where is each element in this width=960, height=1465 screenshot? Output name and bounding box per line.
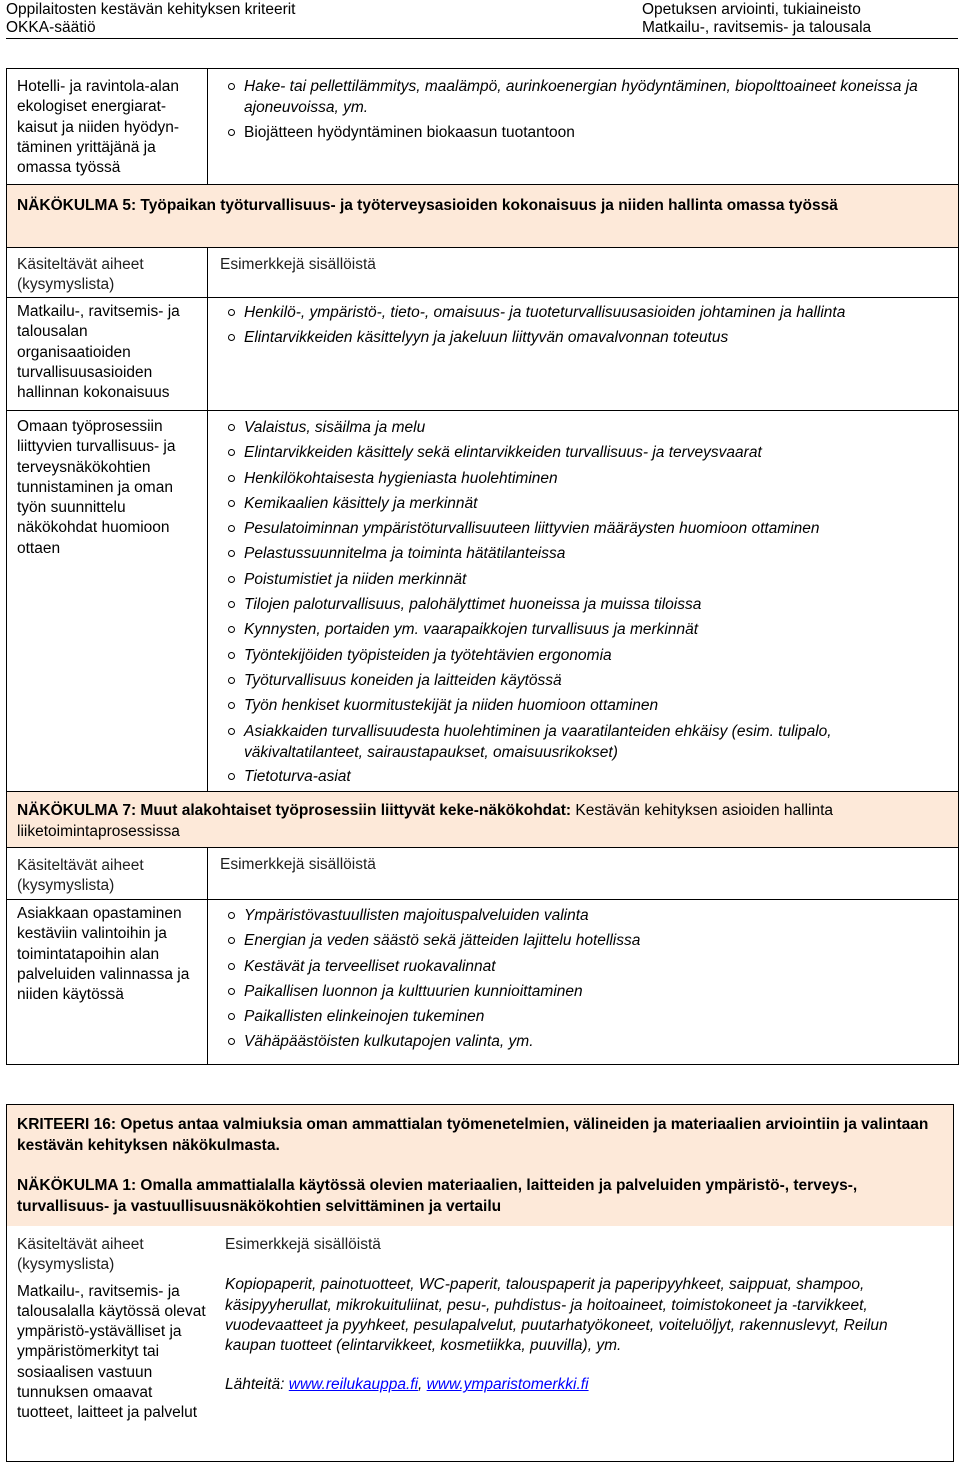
list-item: Vähäpäästöisten kulkutapojen valinta, ym. — [220, 1031, 946, 1052]
n5-col-left: Käsiteltävät aiheet (kysymyslista) — [17, 256, 144, 294]
k16-title: KRITEERI 16: Opetus antaa valmiuksia oman ammattialan työmenetelmien, välineiden ja materiaalien arviointiin ja valintaan kestävän kehityksen näkökulmasta. — [17, 1116, 929, 1154]
list-item: Henkilökohtaisesta hygieniasta huolehtiminen — [220, 468, 946, 489]
list-item: Paikallisen luonnon ja kulttuurien kunnioittaminen — [220, 981, 946, 1002]
list-item: Kynnysten, portaiden ym. vaarapaikkojen turvallisuus ja merkinnät — [220, 619, 946, 640]
list-item: Kemikaalien käsittely ja merkinnät — [220, 493, 946, 514]
header-title: Oppilaitosten kestävän kehityksen kriteerit — [6, 1, 296, 18]
list-item: Henkilö-, ympäristö-, tieto-, omaisuus- ja tuoteturvallisuusasioiden johtaminen ja hallinta — [220, 302, 946, 323]
list-item: Energian ja veden säästö sekä jätteiden lajittelu hotellissa — [220, 930, 946, 951]
k16-n1-title: NÄKÖKULMA 1: Omalla ammattialalla käytössä olevien materiaalien, laitteiden ja palveluiden ympäristö-, terveys-, turvallisuus- ja vastuullisuusnäkökohtien selvittäminen ja vertailu — [17, 1177, 858, 1215]
n5-list1 — [220, 302, 946, 348]
header-field: Matkailu-, ravitsemis- ja talousala — [642, 19, 872, 36]
page-header — [0, 0, 960, 36]
k16-col-left: Käsiteltävät aiheet (kysymyslista) — [17, 1236, 144, 1274]
reilukauppa-link[interactable]: www.reilukauppa.fi — [288, 1376, 419, 1394]
list-item: Valaistus, sisäilma ja melu — [220, 417, 946, 438]
n7-col-right: Esimerkkejä sisällöistä — [220, 856, 376, 873]
k16-col-right: Esimerkkejä sisällöistä — [225, 1236, 381, 1253]
list-item: Biojätteen hyödyntäminen biokaasun tuotantoon — [220, 122, 946, 143]
list-item: Poistumistiet ja niiden merkinnät — [220, 569, 946, 590]
n7-col-left: Käsiteltävät aiheet (kysymyslista) — [17, 857, 144, 895]
k16-topic: Matkailu-, ravitsemis- ja talousalalla käytössä olevat ympäristö-ystävälliset ja ympäristömerkityt tai sosiaalisen vastuun tunnuksen omaavat tuotteet, laitteet ja palvelut — [17, 1282, 206, 1422]
list-item: Tietoturva-asiat — [220, 766, 946, 787]
list-item: Pesulatoiminnan ympäristöturvallisuuteen liittyvien määräysten huomioon ottaminen — [220, 518, 946, 539]
list-item: Ympäristövastuullisten majoituspalveluiden valinta — [220, 905, 946, 926]
list-item: Kestävät ja terveelliset ruokavalinnat — [220, 956, 946, 977]
energy-list — [220, 76, 946, 143]
list-item: Hake- tai pellettilämmitys, maalämpö, aurinkoenergian hyödyntäminen, biopolttoaineet koneissa ja ajoneuvoissa, ym. — [220, 76, 946, 118]
n7-list — [220, 905, 946, 1052]
header-divider — [6, 38, 958, 39]
list-item: Elintarvikkeiden käsittely sekä elintarvikkeiden turvallisuus- ja terveysvaarat — [220, 442, 946, 463]
energy-row — [7, 69, 959, 185]
n7-title: NÄKÖKULMA 7: Muut alakohtaiset työprosessiin liittyvät keke-näkökohdat: Kestävän kehityksen asioiden hallinta liiketoimintaprosessissa — [7, 792, 959, 848]
n5-topic2: Omaan työprosessiin liittyvien turvallisuus- ja terveysnäkökohtien tunnistaminen ja oman työn suunnittelu näkökohdat huomioon ottaen — [7, 411, 208, 792]
list-item: Tilojen paloturvallisuus, palohälyttimet huoneissa ja muissa tiloissa — [220, 594, 946, 615]
k16-examples: Kopiopaperit, painotuotteet, WC-paperit, talouspaperit ja paperipyyhkeet, saippuat, shampoo, käsipyyherullat, mikrokuituliinat, pesu-, puhdistus- ja hoitoaineet, toimistokoneet ja -tarvikkeet, vuodevaatteet ja pyyhkeet, pesulapalvelut, puutarhatyökoneet, voiteluöljyt, rakennuslevyt, Reilun kaupan tuotteet (elintarvikkeet, kosmetiikka, puuvilla), ym. — [225, 1276, 888, 1355]
k16-sources: Lähteitä: www.reilukauppa.fi, www.ymparistomerkki.fi — [225, 1376, 589, 1394]
energy-topic: Hotelli- ja ravintola-alan ekologiset energiarat-kaisut ja niiden hyödyn-täminen yrittäjänä ja omassa työssä — [7, 69, 208, 185]
n7-topic: Asiakkaan opastaminen kestäviin valintoihin ja toimintatapoihin alan palveluiden valinnassa ja niiden käytössä — [7, 900, 208, 1065]
n5-topic1: Matkailu-, ravitsemis- ja talousalan organisaatioiden turvallisuusasioiden hallinnan kokonaisuus — [7, 298, 208, 411]
list-item: Työturvallisuus koneiden ja laitteiden käytössä — [220, 670, 946, 691]
list-item: Työn henkiset kuormitustekijät ja niiden huomioon ottaminen — [220, 695, 946, 716]
criterion-16-box — [6, 1104, 954, 1462]
list-item: Elintarvikkeiden käsittelyyn ja jakeluun liittyvän omavalvonnan toteutus — [220, 327, 946, 348]
list-item: Pelastussuunnitelma ja toiminta hätätilanteissa — [220, 543, 946, 564]
n5-col-right: Esimerkkejä sisällöistä — [220, 256, 376, 273]
list-item: Työntekijöiden työpisteiden ja työtehtävien ergonomia — [220, 645, 946, 666]
criteria-table — [6, 68, 959, 1065]
ymparistomerkki-link[interactable]: www.ymparistomerkki.fi — [426, 1376, 589, 1394]
list-item: Asiakkaiden turvallisuudesta huolehtiminen ja vaaratilanteiden ehkäisy (esim. tulipalo, väkivaltatilanteet, sairaustapaukset, omaisuusrikokset) — [220, 721, 946, 763]
n5-title: NÄKÖKULMA 5: Työpaikan työturvallisuus- ja työterveysasioiden kokonaisuus ja niiden hallinta omassa työssä — [7, 185, 959, 248]
header-org: OKKA-säätiö — [6, 19, 96, 36]
list-item: Paikallisten elinkeinojen tukeminen — [220, 1006, 946, 1027]
n5-list2 — [220, 417, 946, 787]
header-doc-type: Opetuksen arviointi, tukiaineisto — [642, 1, 861, 18]
